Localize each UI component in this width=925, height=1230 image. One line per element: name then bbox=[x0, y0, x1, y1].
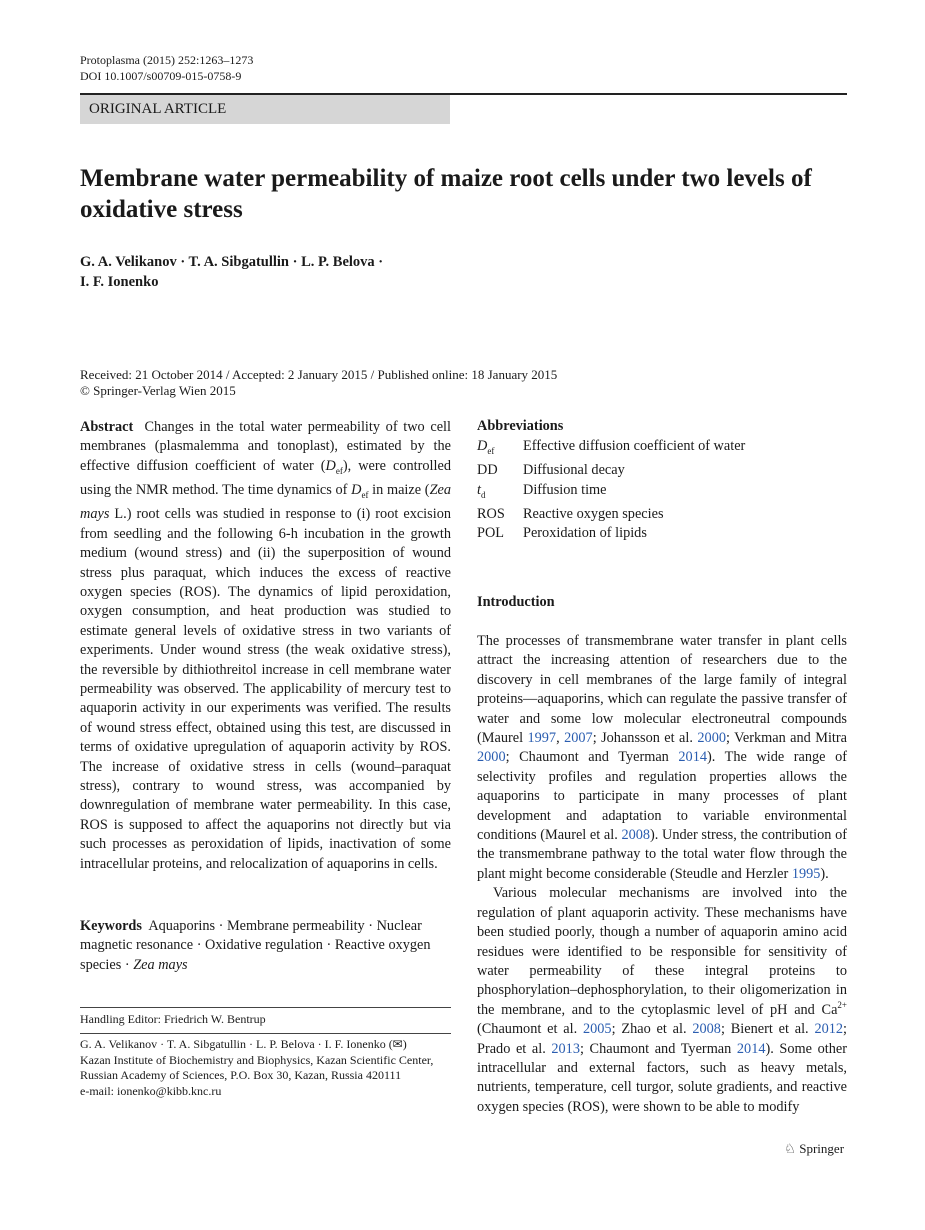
footnote-authors: G. A. Velikanov · T. A. Sibgatullin · L. P. Belova · I. F. Ionenko (✉) bbox=[80, 1037, 407, 1051]
citation-link[interactable]: 2000 bbox=[697, 730, 726, 747]
citation-link[interactable]: 2000 bbox=[477, 749, 506, 766]
affiliation: Kazan Institute of Biochemistry and Biophysics, Kazan Scientific Center, Russian Academy of Sciences, P.O. Box 30, Kazan, Russia 420111 bbox=[80, 1052, 434, 1082]
citation-link[interactable]: 2007 bbox=[564, 730, 593, 747]
author-line-1: G. A. Velikanov · T. A. Sibgatullin · L. P. Belova · bbox=[80, 254, 384, 270]
def-subscript: ef bbox=[335, 465, 343, 476]
abbreviations-heading: Abbreviations bbox=[477, 418, 564, 434]
intro-paragraph-1: The processes of transmembrane water transfer in plant cells attract the increasing attention of researchers due to the discovery in cell membranes of the large family of integral proteins—aquaporins, which can regulate the passive transfer of water and some low molecular electroneutral compounds (Maurel 1997, 2007; Johansson et al. 2000; Verkman and Mitra 2000; Chaumont and Tyerman 2014). The wide range of selectivity profiles and regulation properties allows the aquaporins to participate in many processes of plant development and adaptation to variable environmental conditions (Maurel et al. 2008). Under stress, the contribution of the transmembrane pathway to the total water flow through the plant might become considerable (Steudle and Herzler 1995). bbox=[477, 633, 848, 882]
citation-link[interactable]: 2008 bbox=[692, 1021, 721, 1038]
abbreviation-row bbox=[477, 505, 745, 524]
springer-horse-icon: ♘ bbox=[784, 1141, 796, 1156]
abbreviation-key: $D_{ef}$ bbox=[477, 438, 495, 456]
def-subscript: ef bbox=[361, 489, 369, 500]
intro-paragraph-2: Various molecular mechanisms are involved into the regulation of plant aquaporin activity. These mechanisms have been studied poorly, though a number of aquaporin amino acid residues were identified to be responsible for sensitivity of water permeability of these integral proteins to phosphorylation–dephosphorylation, to their oligomerization in the membrane, and to the cytoplasmic level of pH and $Ca^{2+}$ (Chaumont et al. 2005; Zhao et al. 2008; Bienert et al. 2012; Prado et al. 2013; Chaumont and Tyerman 2014). Some other intracellular and external factors, such as heavy metals, nutrients, temperature, cell turgor, solute gradients, and reactive oxygen species (ROS), were shown to be able to modify bbox=[477, 885, 848, 1115]
publisher-name: Springer bbox=[799, 1141, 845, 1156]
footnote-rule bbox=[80, 1033, 451, 1034]
journal-citation: Protoplasma (2015) 252:1263–1273 bbox=[80, 53, 254, 67]
citation-link[interactable]: 2005 bbox=[582, 1021, 612, 1038]
citation-link[interactable]: 2013 bbox=[551, 1040, 580, 1057]
copyright-line: © Springer-Verlag Wien 2015 bbox=[80, 383, 236, 398]
keywords-text: Aquaporins · Membrane permeability · Nuclear magnetic resonance · Oxidative regulation · Reactive oxygen species · bbox=[80, 918, 431, 973]
abbreviation-row bbox=[477, 524, 745, 543]
abbreviation-value: Diffusion time bbox=[523, 481, 607, 498]
citation-link[interactable]: 2012 bbox=[814, 1021, 844, 1038]
history-line: Received: 21 October 2014 / Accepted: 2 January 2015 / Published online: 18 January 2015 bbox=[80, 367, 558, 382]
abbreviation-row bbox=[477, 461, 745, 480]
citation-link[interactable]: 1995 bbox=[791, 865, 821, 882]
footnote-rule bbox=[80, 1007, 451, 1008]
abstract-text: Changes in the total water permeability of two cell membranes (plasmalemma and tonoplast), estimated by the effective diffusion coefficient of water ( bbox=[80, 419, 451, 474]
citation-link[interactable]: 2014 bbox=[736, 1040, 766, 1057]
def-symbol: D bbox=[351, 482, 362, 499]
abbreviation-row bbox=[477, 437, 745, 461]
abstract-text: ), were controlled using the NMR method. The time dynamics of bbox=[80, 457, 451, 499]
article-type-banner: ORIGINAL ARTICLE bbox=[80, 95, 450, 124]
abstract-label: Abstract bbox=[80, 419, 134, 435]
citation-link[interactable]: 1997 bbox=[527, 730, 557, 747]
author-line-2: I. F. Ionenko bbox=[80, 274, 159, 290]
abbreviations-table bbox=[477, 437, 745, 544]
publisher-logo bbox=[784, 1141, 844, 1157]
handling-editor: Handling Editor: Friedrich W. Bentrup bbox=[80, 1012, 266, 1026]
introduction-body bbox=[477, 632, 847, 1117]
abstract-text: in maize ( bbox=[368, 482, 430, 499]
citation-link[interactable]: 2008 bbox=[621, 827, 651, 844]
doi: DOI 10.1007/s00709-015-0758-9 bbox=[80, 69, 242, 83]
keywords bbox=[80, 917, 451, 975]
def-symbol: D bbox=[325, 457, 336, 474]
email[interactable]: e-mail: ionenko@kibb.knc.ru bbox=[80, 1083, 222, 1098]
abbreviation-row bbox=[477, 481, 745, 505]
abbreviation-key: POL bbox=[477, 525, 505, 542]
abbreviation-key: DD bbox=[477, 462, 498, 479]
abbreviation-value: Peroxidation of lipids bbox=[523, 525, 647, 542]
keywords-label: Keywords bbox=[80, 918, 142, 934]
author-list bbox=[80, 252, 480, 292]
abbreviation-key: $t_d$ bbox=[477, 481, 486, 500]
publication-dates bbox=[80, 367, 557, 399]
species-name: Zea mays bbox=[80, 482, 452, 523]
article-title: Membrane water permeability of maize root cells under two levels of oxidative stress bbox=[80, 165, 812, 223]
abbreviation-value: Effective diffusion coefficient of water bbox=[523, 438, 746, 454]
abbreviation-value: Reactive oxygen species bbox=[523, 505, 664, 522]
citation-link[interactable]: 2014 bbox=[678, 749, 707, 766]
introduction-heading: Introduction bbox=[477, 594, 555, 610]
journal-header bbox=[80, 52, 253, 84]
keywords-species: Zea mays bbox=[133, 956, 188, 973]
author-affiliation bbox=[80, 1037, 451, 1099]
abbreviation-value: Diffusional decay bbox=[523, 462, 625, 479]
abstract bbox=[80, 418, 451, 874]
abstract-text: L.) root cells was studied in response to (i) root excision from seedling and the following 6-h incubation in the growth medium (wound stress) and (ii) the superposition of wound stress plus paraquat, which induces the excess of reactive oxygen species (ROS). The dynamics of lipid peroxidation, oxygen consumption, and heat production was studied to estimate general levels of oxidative stress in two variants of experiments. Under wound stress (the weak oxidative stress), the reversible by dithiothreitol increase in cell membrane water permeability was observed. The applicability of mercury test to aquaporin activity in our experiments was verified. The results of wound stress effect, obtained using this test, are discussed in terms of oxidative upregulation of aquaporin activity by ROS. The increase of oxidative stress in cells (wound–paraquat stress), contrary to wound stress, was accompanied by downregulation of membrane water permeability. In this case, ROS is supposed to affect the aquaporins not directly but via such processes as peroxidation of lipids, inactivation of some intracellular proteins, and relocalization of aquaporins in cells. bbox=[80, 506, 451, 872]
abbreviation-key: ROS bbox=[477, 505, 505, 522]
